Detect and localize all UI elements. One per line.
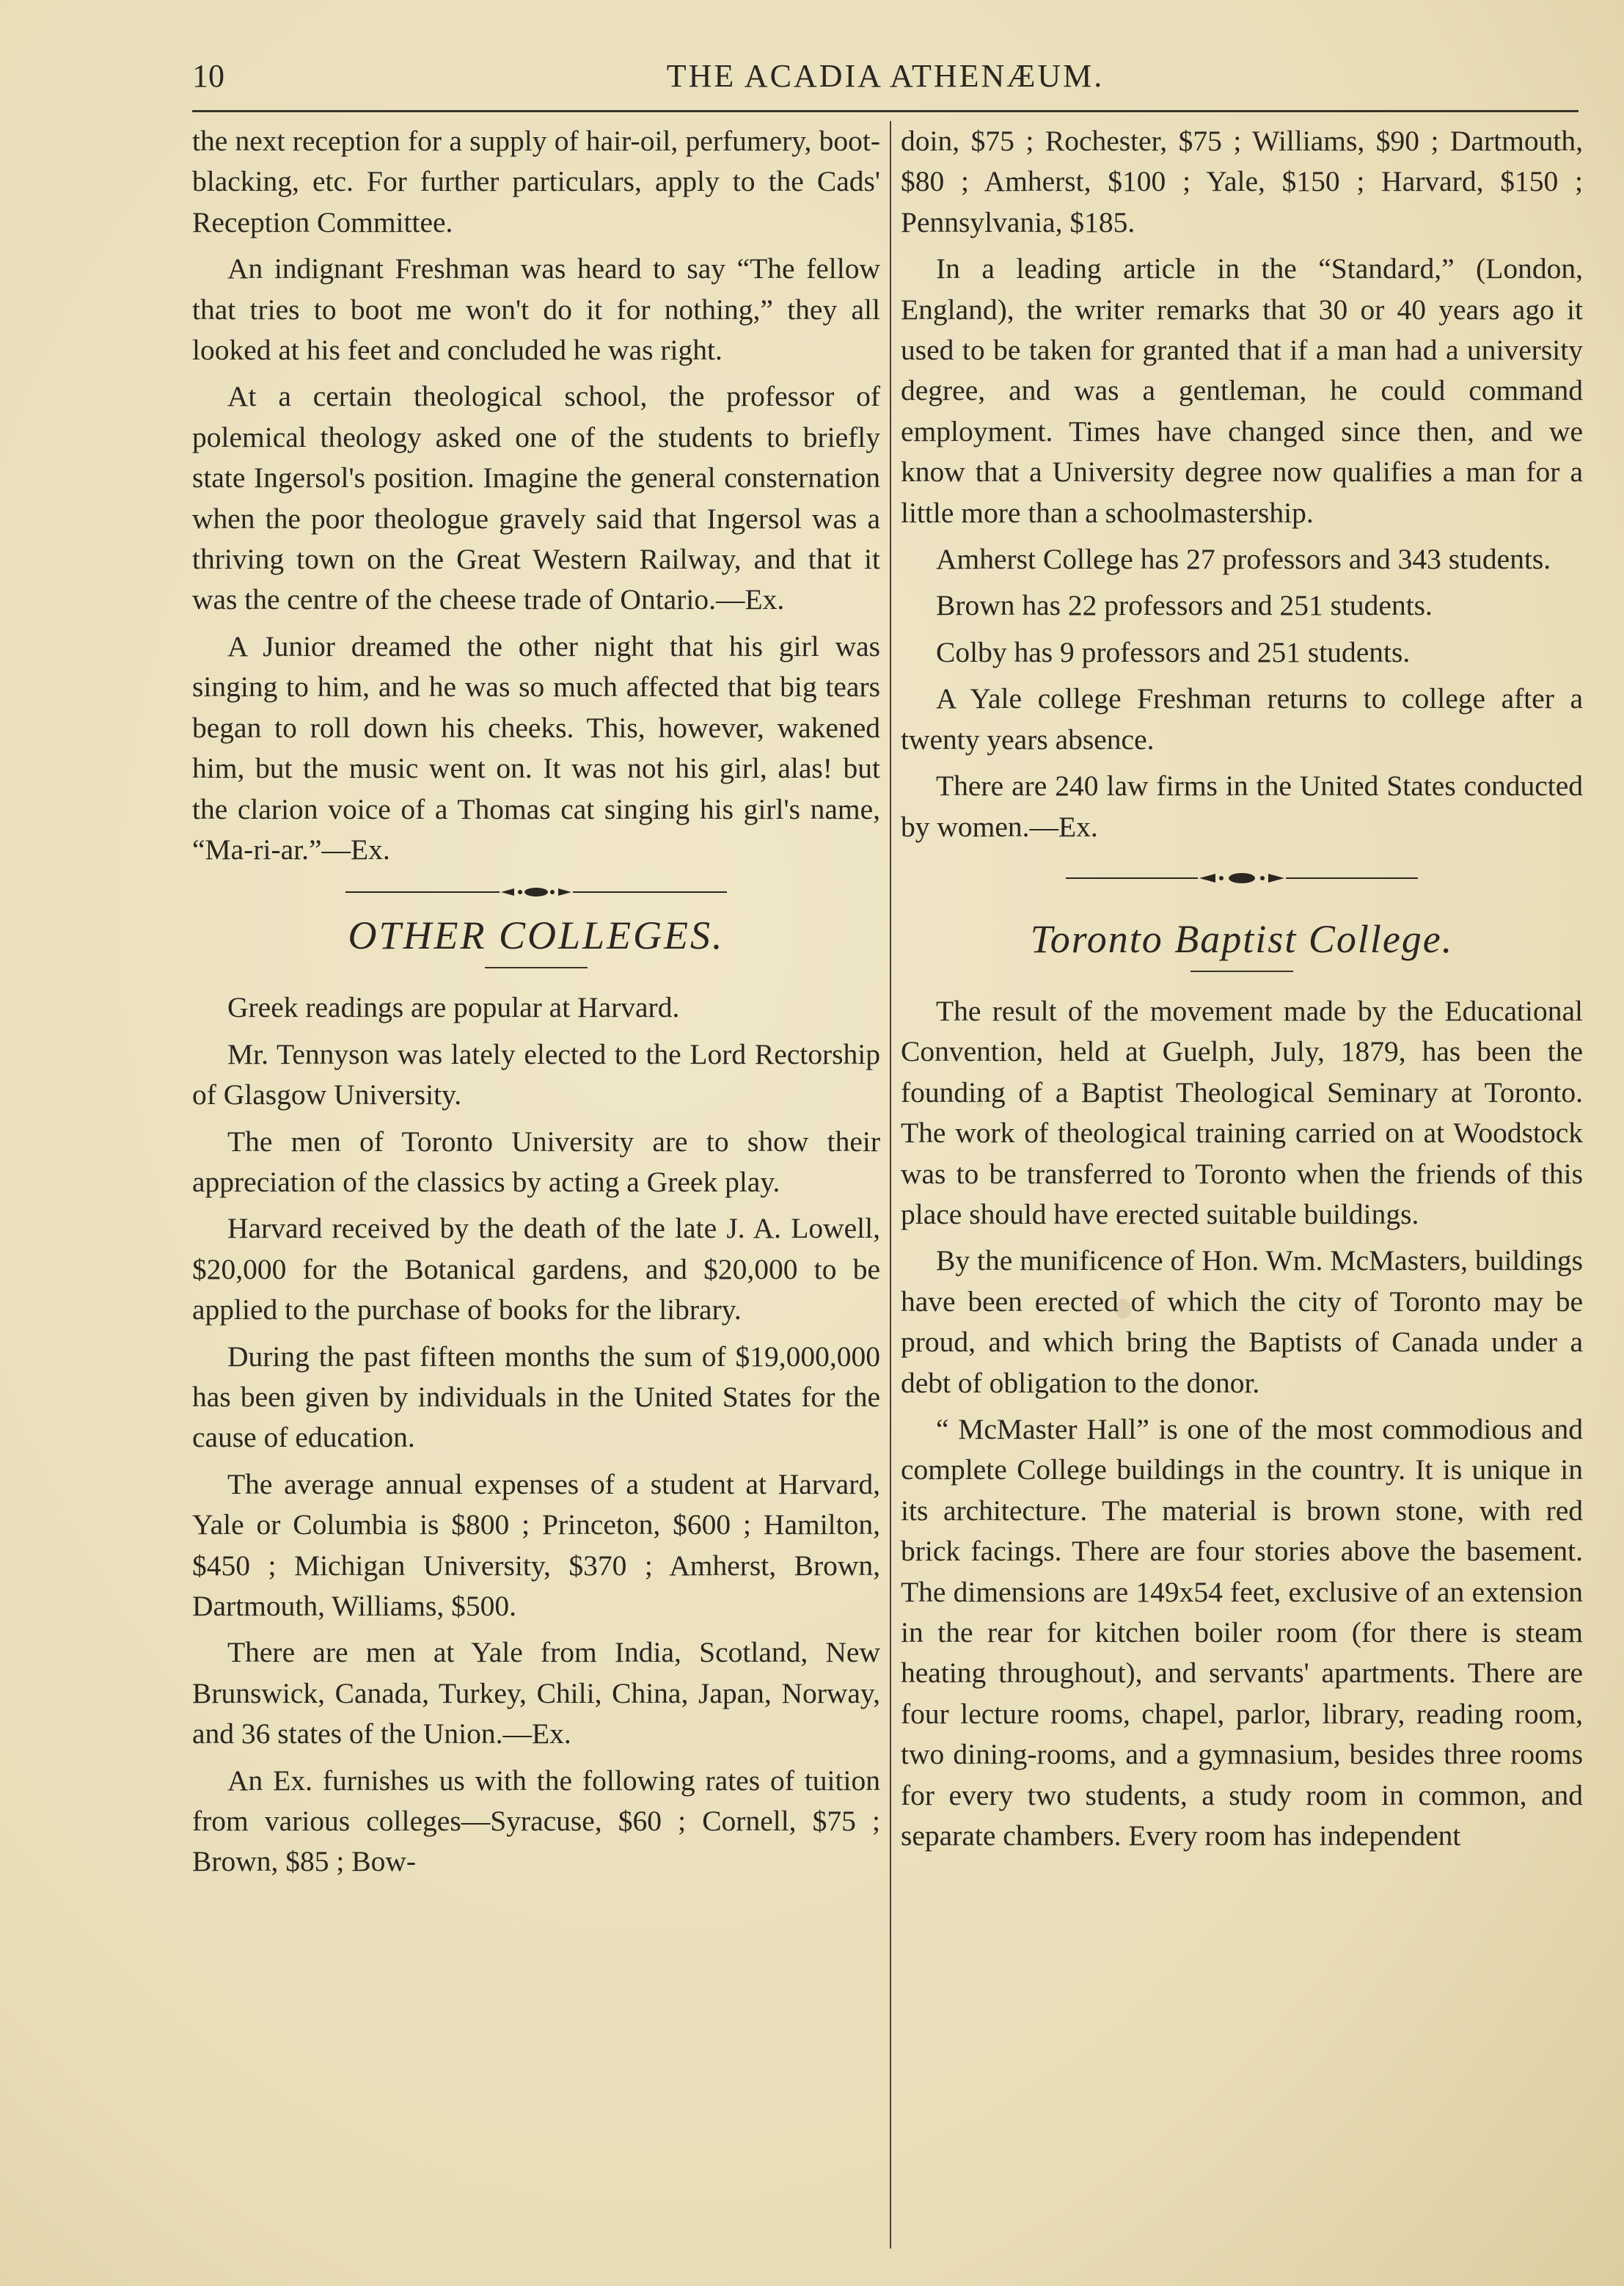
- paragraph: doin, $75 ; Rochester, $75 ; Williams, $90 ; Dartmouth, $80 ; Amherst, $100 ; Yale, $150 ; Harvard, $150 ; Pennsylvania, $185.: [901, 125, 1583, 238]
- column-divider: [890, 121, 891, 2249]
- page-header: [192, 51, 1579, 103]
- section-title-other-colleges: OTHER COLLEGES.: [348, 913, 725, 958]
- paragraph: A Junior dreamed the other night that his girl was singing to him, and he was so much affected that big tears began to roll down his cheeks. This, however, wakened him, but the music went on. It was not his girl, alas! but the clarion voice of a Thomas cat singing his girl's name, “Ma-ri-ar.”—Ex.: [192, 629, 880, 866]
- paragraph: In a leading article in the “Standard,” (London, England), the writer remarks that 30 or 40 years ago it used to be taken for granted that if a man had a university degree, and was a gentleman, he could command employment. Times have changed since then, and we know that a University degree now qualifies a man for a little more than a schoolmastership.: [901, 252, 1583, 529]
- paragraph: Greek readings are popular at Harvard.: [227, 991, 680, 1024]
- paragraph: the next reception for a supply of hair-oil, perfumery, boot-blacking, etc. For further particulars, apply to the Cads' Reception Committee.: [192, 125, 880, 238]
- left-column: [192, 121, 880, 2249]
- paragraph: Harvard received by the death of the late J. A. Lowell, $20,000 for the Botanical gardens, and $20,000 to be applied to the purchase of books for the library.: [192, 1212, 880, 1326]
- paragraph: An indignant Freshman was heard to say “The fellow that tries to boot me won't do it for nothing,” they all looked at his feet and concluded he was right.: [192, 252, 880, 367]
- paragraph: A Yale college Freshman returns to college after a twenty years absence.: [901, 682, 1583, 756]
- ornamental-divider: [192, 876, 880, 908]
- ornament-icon: [345, 883, 727, 901]
- paragraph: There are men at Yale from India, Scotland, New Brunswick, Canada, Turkey, Chili, China, Japan, Norway, and 36 states of the Union.—Ex.: [192, 1636, 880, 1750]
- ornament-icon: [1066, 869, 1418, 887]
- paragraph: “ McMaster Hall” is one of the most commodious and complete College buildings in the country. It is unique in its architecture. The material is brown stone, with red brick facings. There are four stories above the basement. The dimensions are 149x54 feet, exclusive of an extension in the rear for kitchen boiler room (for there is steam heating throughout), and servants' apartments. There are four lecture rooms, chapel, parlor, library, reading room, two dining-rooms, and a gymnasium, besides three rooms for every two students, a study room in common, and separate chambers. Every room has independent: [901, 1412, 1583, 1852]
- title-underline: [485, 967, 588, 968]
- paragraph: The men of Toronto University are to show their appreciation of the classics by acting a Greek play.: [192, 1125, 880, 1198]
- paragraph: Amherst College has 27 professors and 343 students.: [936, 543, 1551, 576]
- paragraph: By the munificence of Hon. Wm. McMasters, buildings have been erected of which the city of Toronto may be proud, and which bring the Baptists of Canada under a debt of obligation to the donor.: [901, 1244, 1583, 1399]
- paragraph: There are 240 law firms in the United States conducted by women.—Ex.: [901, 770, 1583, 843]
- page-number: 10: [192, 58, 224, 94]
- running-title: THE ACADIA ATHENÆUM.: [666, 58, 1105, 94]
- paragraph: The average annual expenses of a student at Harvard, Yale or Columbia is $800 ; Princeton, $600 ; Hamilton, $450 ; Michigan University, $370 ; Amherst, Brown, Dartmouth, Williams, $500.: [192, 1467, 880, 1622]
- paragraph: Brown has 22 professors and 251 students.: [936, 589, 1433, 622]
- ornamental-divider: [901, 862, 1583, 894]
- paragraph: Colby has 9 professors and 251 students.: [936, 635, 1411, 668]
- paragraph: At a certain theological school, the professor of polemical theology asked one of the students to briefly state Ingersol's position. Imagine the general consternation when the poor theologue gravely said that Ingersol was a thriving town on the Great Western Railway, and that it was the centre of the cheese trade of Ontario.—Ex.: [192, 380, 880, 616]
- paragraph: An Ex. furnishes us with the following rates of tuition from various colleges—Syracuse, $60 ; Cornell, $75 ; Brown, $85 ; Bow-: [192, 1764, 880, 1878]
- paragraph: Mr. Tennyson was lately elected to the Lord Rectorship of Glasgow University.: [192, 1037, 880, 1111]
- right-column: [901, 121, 1583, 2249]
- header-rule: [192, 110, 1579, 112]
- paragraph: The result of the movement made by the Educational Convention, held at Guelph, July, 1879, has been the founding of a Baptist Theological Seminary at Toronto. The work of theological training carried on at Woodstock was to be transferred to Toronto when the friends of this place should have erected suitable buildings.: [901, 994, 1583, 1230]
- paragraph: During the past fifteen months the sum of $19,000,000 has been given by individuals in the United States for the cause of education.: [192, 1340, 880, 1454]
- section-title-toronto-baptist-college: Toronto Baptist College.: [1030, 916, 1454, 961]
- title-underline: [1190, 971, 1293, 972]
